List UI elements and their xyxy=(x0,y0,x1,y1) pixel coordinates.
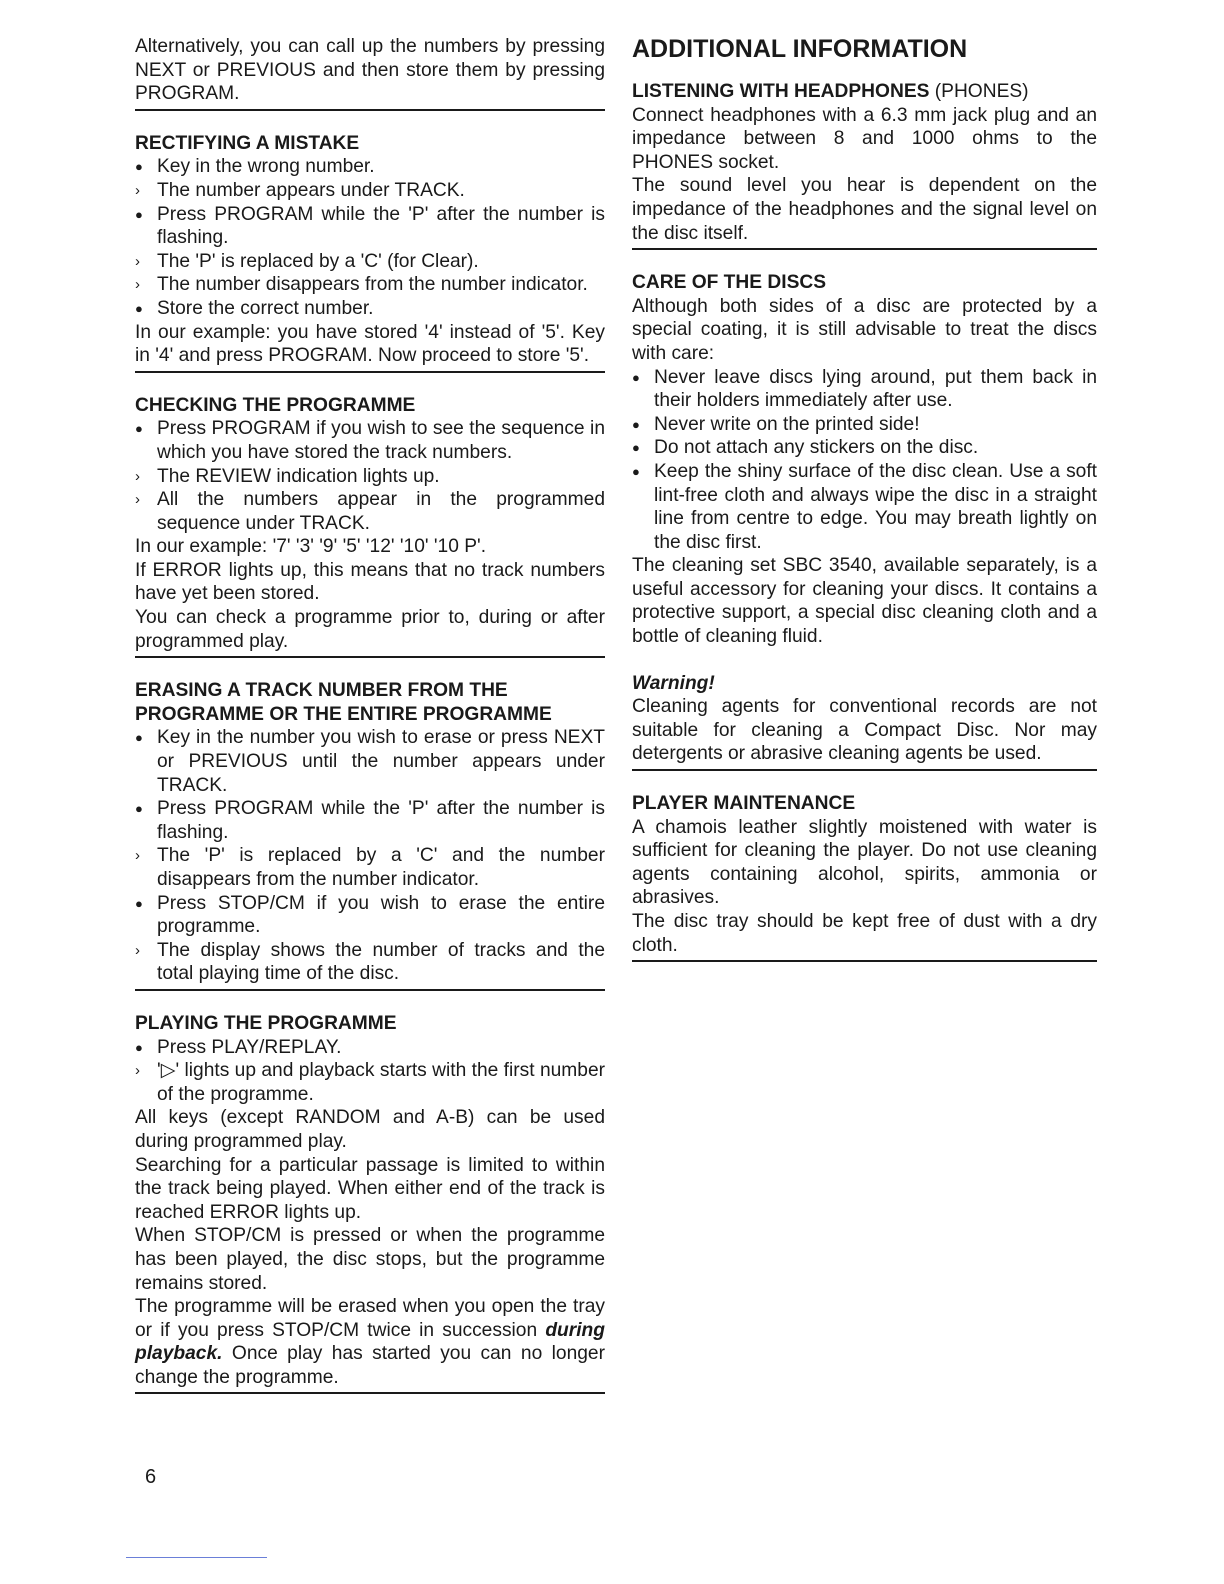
list-item: ● Press PROGRAM while the 'P' after the number is flashing. xyxy=(135,203,605,249)
list-item: › The number disappears from the number indicator. xyxy=(135,274,588,296)
result-arrow-icon: › xyxy=(135,847,140,865)
list-item: ● Key in the wrong number. xyxy=(135,156,375,178)
bullet-icon: ● xyxy=(632,440,640,456)
list-item: › The 'P' is replaced by a 'C' (for Clear). xyxy=(135,250,479,272)
playing-stop-note: When STOP/CM is pressed or when the programme has been played, the disc stops, but the programme remains stored. xyxy=(135,1225,605,1294)
bullet-icon: ● xyxy=(135,1039,143,1055)
footer-rule xyxy=(126,1557,267,1558)
list-item: › The 'P' is replaced by a 'C' and the number disappears from the number indicator. xyxy=(135,845,605,890)
result-arrow-icon: › xyxy=(135,276,140,294)
playing-erase-note: The programme will be erased when you open the tray or if you press STOP/CM twice in succession during playback. Once play has started you can no longer change the programme. xyxy=(135,1296,605,1388)
list-item: › The number appears under TRACK. xyxy=(135,179,465,201)
playing-search-note: Searching for a particular passage is limited to within the track being played. When either end of the track is reached ERROR lights up. xyxy=(135,1154,605,1223)
headphones-connect-text: Connect headphones with a 6.3 mm jack plug and an impedance between 8 and 1000 ohms to the PHONES socket. xyxy=(632,104,1097,173)
rectifying-heading: RECTIFYING A MISTAKE xyxy=(135,132,360,154)
list-item: › The display shows the number of tracks and the total playing time of the disc. xyxy=(135,939,605,985)
result-arrow-icon: › xyxy=(135,491,140,509)
list-item: ● Store the correct number. xyxy=(135,297,374,319)
bullet-icon: ● xyxy=(632,463,640,479)
list-item: › The REVIEW indication lights up. xyxy=(135,465,440,487)
playing-heading: PLAYING THE PROGRAMME xyxy=(135,1012,397,1034)
erasing-heading-line1: ERASING A TRACK NUMBER FROM THE xyxy=(135,680,508,702)
result-arrow-icon: › xyxy=(135,252,140,270)
bullet-icon: ● xyxy=(135,730,143,746)
bullet-icon: ● xyxy=(632,416,640,432)
list-item: ● Key in the number you wish to erase or press NEXT or PREVIOUS until the number appears under TRACK. xyxy=(135,727,605,796)
headphones-section xyxy=(632,80,1097,250)
result-arrow-icon: › xyxy=(135,941,140,959)
list-item: ● Press PLAY/REPLAY. xyxy=(135,1036,342,1058)
maintenance-text: A chamois leather slightly moistened with water is sufficient for cleaning the player. Do not use cleaning agents containing alcohol, spirits, ammonia or abrasives. xyxy=(632,816,1097,909)
care-intro: Although both sides of a disc are protected by a special coating, it is still advisable to treat the discs with care: xyxy=(632,295,1097,364)
list-item: ● Keep the shiny surface of the disc clean. Use a soft lint-free cloth and always wipe the disc in a straight line from centre to edge. You may breath lightly on the disc first. xyxy=(632,460,1097,553)
result-arrow-icon: › xyxy=(135,467,140,485)
rectifying-section xyxy=(135,132,605,373)
left-column xyxy=(135,35,605,1394)
list-item: ● Do not attach any stickers on the disc. xyxy=(632,437,979,459)
list-item: ● Press PROGRAM if you wish to see the sequence in which you have stored the track numbers. xyxy=(135,418,605,463)
maintenance-tray-text: The disc tray should be kept free of dust with a dry cloth. xyxy=(632,911,1097,956)
rectifying-example: In our example: you have stored '4' instead of '5'. Key in '4' and press PROGRAM. Now proceed to store '5'. xyxy=(135,321,605,367)
care-heading: CARE OF THE DISCS xyxy=(632,272,827,294)
checking-example: In our example: '7' '3' '9' '5' '12' '10' '10 P'. xyxy=(135,536,487,558)
maintenance-section xyxy=(632,792,1097,962)
erasing-heading-line2: PROGRAMME OR THE ENTIRE PROGRAMME xyxy=(135,703,552,725)
playing-section xyxy=(135,1012,605,1395)
bullet-icon: ● xyxy=(135,300,143,316)
intro-text: Alternatively, you can call up the numbers by pressing NEXT or PREVIOUS and then store them by pressing PROGRAM. xyxy=(135,36,605,105)
bullet-icon: ● xyxy=(135,159,143,175)
page-title: ADDITIONAL INFORMATION xyxy=(632,35,968,63)
list-item: ● Never leave discs lying around, put them back in their holders immediately after use. xyxy=(632,366,1097,412)
cleaning-set-text: The cleaning set SBC 3540, available separately, is a useful accessory for cleaning your discs. It contains a protective support, a special disc cleaning cloth and a bottle of cleaning fluid. xyxy=(632,555,1097,648)
maintenance-heading: PLAYER MAINTENANCE xyxy=(632,793,856,815)
list-item: ● Press PROGRAM while the 'P' after the number is flashing. xyxy=(135,798,605,843)
checking-heading: CHECKING THE PROGRAMME xyxy=(135,394,416,416)
checking-note: You can check a programme prior to, during or after programmed play. xyxy=(135,607,605,652)
headphones-heading: LISTENING WITH HEADPHONES (PHONES) xyxy=(632,81,1029,102)
page-number: 6 xyxy=(145,1466,157,1488)
list-item: ● Never write on the printed side! xyxy=(632,413,920,435)
bullet-icon: ● xyxy=(632,369,640,385)
result-arrow-icon: › xyxy=(135,181,140,199)
care-section xyxy=(632,271,1097,771)
list-item: › '▷' lights up and playback starts with the first number of the programme. xyxy=(135,1060,605,1105)
warning-text: Cleaning agents for conventional records are not suitable for cleaning a Compact Disc. Nor may detergents or abrasive cleaning agents be used. xyxy=(632,696,1097,765)
checking-section xyxy=(135,394,605,659)
headphones-level-text: The sound level you hear is dependent on the impedance of the headphones and the signal level on the disc itself. xyxy=(632,175,1097,244)
bullet-icon: ● xyxy=(135,206,143,222)
bullet-icon: ● xyxy=(135,801,143,817)
bullet-icon: ● xyxy=(135,421,143,437)
checking-error-note: If ERROR lights up, this means that no track numbers have yet been stored. xyxy=(135,559,605,605)
intro-section xyxy=(135,35,605,111)
result-arrow-icon: › xyxy=(135,1062,140,1080)
bullet-icon: ● xyxy=(135,895,143,911)
right-column xyxy=(632,35,1097,962)
playing-keys-note: All keys (except RANDOM and A-B) can be used during programmed play. xyxy=(135,1107,605,1152)
list-item: › All the numbers appear in the programmed sequence under TRACK. xyxy=(135,489,605,534)
erasing-section xyxy=(135,679,605,991)
warning-heading: Warning! xyxy=(632,672,715,694)
list-item: ● Press STOP/CM if you wish to erase the entire programme. xyxy=(135,892,605,938)
